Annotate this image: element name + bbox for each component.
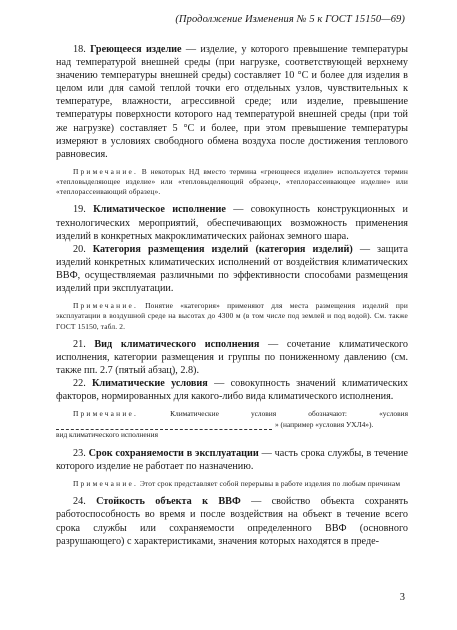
item-term: Стойкость объекта к ВВФ — [96, 496, 241, 508]
item-text: — совокупность конструкционных и технологических мероприятий, обеспечивающих возможность применения изделий в конкретных макроклиматических районах земного шара. — [56, 204, 409, 242]
item-number: 23. — [73, 447, 86, 459]
item-term: Вид климатического исполнения — [94, 338, 260, 350]
note-18 — [56, 167, 408, 198]
note-word: Климатические — [170, 409, 219, 419]
item-24 — [56, 495, 408, 547]
note-label: Примечание. — [73, 409, 138, 419]
note-label: Примечание. — [73, 479, 138, 489]
note-word: обозначают: — [308, 409, 347, 419]
note-line — [56, 420, 408, 431]
document-body — [56, 43, 408, 548]
blank-caption: вид климатического исполнения — [56, 430, 158, 440]
note-tail: » (например «условия УХЛ4»). — [275, 419, 374, 429]
item-term: Категория размещения изделий (категория изделий) — [92, 243, 353, 255]
note-22 — [56, 409, 408, 441]
item-text: — защита изделий конкретных климатических исполнений от воздействия климатических ВВФ, осуществляемая различными по эффективности способами размещения изделий при эксплуатации. — [56, 243, 409, 295]
note-20 — [56, 301, 408, 332]
item-text: — часть срока службы, в течение которого изделие не работает по назначению. — [56, 447, 409, 473]
item-number: 19. — [73, 204, 86, 216]
fill-in-blank — [56, 421, 272, 430]
item-text: — сочетание климатического исполнения, категории размещения и группы по пониженному давлению (см. также пп. 2.7 (пятый абзац), 2.8). — [56, 338, 409, 376]
item-20 — [56, 243, 408, 295]
item-18 — [56, 43, 408, 161]
item-text: — свойство объекта сохранять работоспособность во время и после воздействия на объект в течение всего срока службы или сохраняемости определенного ВВФ (основного разрушающего) с характеристиками, значения которых находятся в преде- — [56, 496, 408, 547]
item-number: 21. — [73, 338, 86, 350]
item-number: 20. — [73, 243, 86, 255]
item-21 — [56, 338, 408, 377]
note-text: В некоторых НД вместо термина «греющееся изделие» используется термин «тепловыделяющее изделие» или «тепловыделяющий образец», «теплорассеивающее изделие» или «теплорассеивающий образец». — [56, 166, 408, 197]
item-19 — [56, 203, 408, 242]
item-term: Срок сохраняемости в эксплуатации — [88, 447, 259, 459]
item-22 — [56, 377, 408, 403]
item-text: — изделие, у которого превышение температуры над температурой внешней среды (при нагрузке, соответствующей верхнему значению температуры внешней среды) составляет 10 °С и более для изделия в целом или для самой теплой точки его отдельных узлов, чувствительных к температуре, влажности, агрессивной среде; или изделие, превышение температуры поверхности которого над температурой внешней среды (при той же нагрузке) составляет 5 °С и более, при этом превышение температуры измеряют в условиях свободного обмена воздуха после достижения теплового равновесия. — [56, 44, 408, 160]
note-word: «условия — [379, 409, 408, 419]
note-text: Этот срок представляет собой перерывы в работе изделия по любым причинам — [138, 479, 401, 489]
note-text: Понятие «категория» применяют для места размещения изделий при эксплуатации в воздушной среде на высотах до 4300 м (в том числе под землей и под водой). См. также ГОСТ 15150, табл. 2. — [56, 301, 408, 331]
note-word: условия — [250, 409, 277, 419]
note-label: Примечание. — [73, 301, 138, 311]
item-term: Климатическое исполнение — [93, 204, 226, 216]
note-label: Примечание. — [73, 166, 138, 176]
item-number: 22. — [73, 378, 86, 389]
item-term: Климатические условия — [92, 378, 208, 389]
item-number: 18. — [73, 44, 86, 55]
item-text: — совокупность значений климатических факторов, нормированных для какого-либо вида климатического исполнения. — [56, 378, 408, 403]
note-line — [56, 409, 408, 420]
page-number: 3 — [399, 592, 405, 603]
item-term: Греющееся изделие — [90, 44, 182, 55]
page-header: (Продолжение Изменения № 5 к ГОСТ 15150—69) — [175, 14, 405, 25]
note-23 — [56, 479, 408, 489]
item-23 — [56, 447, 408, 473]
item-number: 24. — [73, 496, 86, 508]
